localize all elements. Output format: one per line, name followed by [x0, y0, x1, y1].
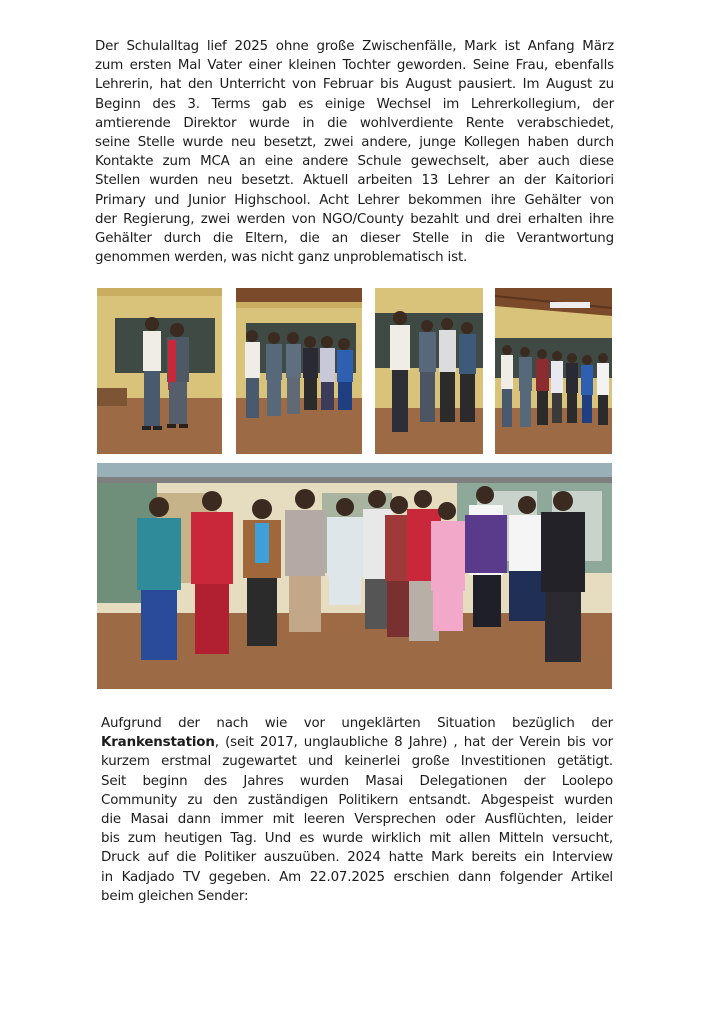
text-line: Aufgrund der nach wie vor ungeklärten Situation bezüglich der: [101, 716, 613, 731]
photo-illustration: [97, 463, 612, 689]
photo-group-under-roof: [495, 288, 612, 454]
text-line: in Kadjado TV gegeben. Am 22.07.2025 erschien dann folgender Artikel: [101, 869, 613, 885]
photo-large-group-outdoors: [97, 463, 612, 689]
text-line: Seit beginn des Jahres wurden Masai Delegationen der Loolepo: [101, 773, 613, 789]
paragraph-health-station: [101, 714, 613, 906]
paragraph-school-update: [95, 37, 614, 267]
text-line: der Regierung, zwei werden von NGO/County bezahlt und drei erhalten ihre: [95, 211, 614, 227]
text-line: Stellen wurden neu besetzt. Aktuell arbeiten 13 Lehrer an der Kaitoriori: [95, 173, 614, 189]
photo-illustration: [97, 288, 222, 454]
text-line: amtierende Direktor wurde in die wohlverdiente Rente verabschiedet,: [95, 115, 614, 131]
text-line: Lehrerin, hat den Unterricht von Februar bis August pausiert. Im August zu: [95, 77, 614, 93]
text-line: Kontakte zum MCA an eine andere Schule gewechselt, aber auch diese: [95, 154, 614, 170]
text-line: bis zum heutigen Tag. Und es wurde wirklich mit allen Mitteln versucht,: [101, 831, 613, 847]
text-line: die Masai dann immer mit leeren Versprechen oder Ausflüchten, leider: [101, 812, 613, 828]
text-line: beim gleichen Sender:: [101, 888, 249, 904]
bold-term-krankenstation: Krankenstation: [101, 735, 215, 751]
text-line: kurzem erstmal zugewartet und keinerlei große Investitionen getätigt.: [101, 754, 613, 770]
photo-group-classroom: [236, 288, 362, 454]
text-line: genommen werden, was nicht ganz unproblematisch ist.: [95, 250, 468, 266]
text-line: Primary und Junior Highschool. Acht Lehrer bekommen ihre Gehälter von: [95, 192, 614, 208]
text-line: Beginn des 3. Terms gab es einige Wechsel im Lehrerkollegium, der: [95, 96, 614, 112]
text-segment: , (seit 2017, unglaubliche 8 Jahre) , hat der Verein bis vor: [214, 735, 613, 751]
text-line: Community zu den zuständigen Politikern entsandt. Abgespeist wurden: [101, 792, 613, 808]
text-line: Druck auf die Politiker auszuüben. 2024 hatte Mark bereits ein Interview: [101, 850, 613, 866]
text-line: [101, 733, 613, 752]
text-line: zum ersten Mal Vater einer kleinen Tochter geworden. Seine Frau, ebenfalls: [95, 58, 614, 74]
photo-two-men-classroom: [97, 288, 222, 454]
text-line: Gehälter durch die Eltern, die an dieser Stelle in die Verantwortung: [95, 231, 614, 247]
text-line: seine Stelle wurde neu besetzt, zwei andere, junge Kollegen haben durch: [95, 135, 614, 151]
photo-illustration: [236, 288, 362, 454]
photo-four-men: [375, 288, 483, 454]
photo-illustration: [495, 288, 612, 454]
text-line: Der Schulalltag lief 2025 ohne große Zwischenfälle, Mark ist Anfang März: [95, 39, 614, 54]
photo-illustration: [375, 288, 483, 454]
